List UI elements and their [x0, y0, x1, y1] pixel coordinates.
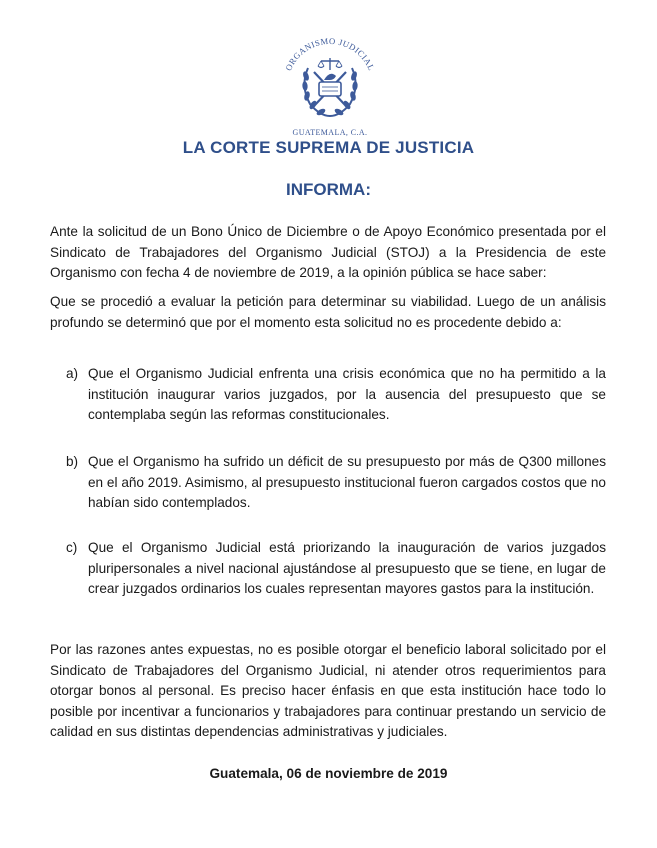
organismo-judicial-seal	[274, 28, 386, 140]
list-item-text: Que el Organismo Judicial enfrenta una crisis económica que no ha permitido a la institución inaugurar varios juzgados, por la ausencia del presupuesto que se contemplaba según las reformas constitucionales.	[88, 366, 606, 422]
evaluation-paragraph: Que se procedió a evaluar la petición para determinar su viabilidad. Luego de un análisis profundo se determinó que por el momento esta solicitud no es procedente debido a:	[50, 294, 606, 330]
seal-bottom-text: GUATEMALA, C.A.	[292, 128, 368, 137]
list-item-text: Que el Organismo ha sufrido un déficit de su presupuesto por más de Q300 millones en el año 2019. Asimismo, al presupuesto institucional fueron cargados costos que no habían sido contemplados.	[88, 454, 606, 510]
list-item-marker: c)	[66, 540, 78, 555]
list-item-marker: a)	[66, 366, 79, 381]
conclusion-paragraph: Por las razones antes expuestas, no es posible otorgar el beneficio laboral solicitado por el Sindicato de Trabajadores del Organismo Judicial, ni atender otros requerimientos para otorgar bonos al personal. Es preciso hacer énfasis en que esta institución hace todo lo posible por incentivar a funcionarios y trabajadores para continuar prestando un servicio de calidad en sus distintas dependencias administrativas y judiciales.	[50, 642, 606, 739]
date-line: Guatemala, 06 de noviembre de 2019	[209, 766, 448, 781]
svg-text:ORGANISMO JUDICIAL: ORGANISMO JUDICIAL	[283, 35, 377, 73]
list-item	[66, 538, 606, 600]
intro-paragraph: Ante la solicitud de un Bono Único de Diciembre o de Apoyo Económico presentada por el Sindicato de Trabajadores del Organismo Judicial (STOJ) a la Presidencia de este Organismo con fecha 4 de noviembre de 2019, a la opinión pública se hace saber:	[50, 224, 606, 280]
page-heading: LA CORTE SUPREMA DE JUSTICIA	[182, 138, 475, 157]
list-item-marker: b)	[66, 454, 79, 469]
list-item	[66, 452, 606, 514]
list-item	[66, 364, 606, 426]
page-subheading: INFORMA:	[286, 180, 371, 199]
list-item-text: Que el Organismo Judicial está priorizando la inauguración de varios juzgados pluripersonales a nivel nacional ajustándose al presupuesto que se tiene, en lugar de crear juzgados ordinarios los cuales representan mayores gastos para la institución.	[88, 540, 606, 596]
